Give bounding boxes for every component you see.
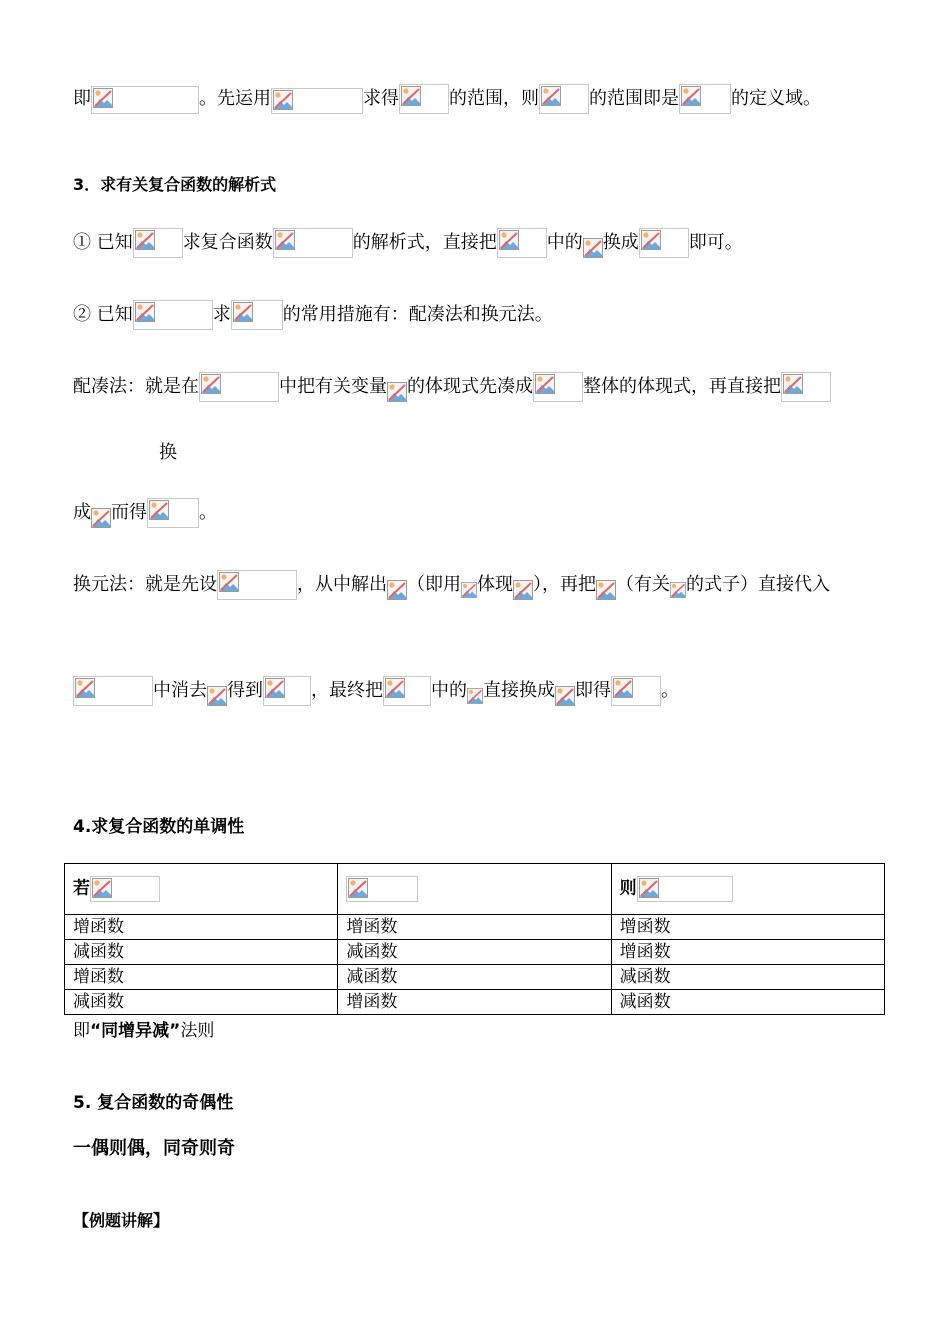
formula-image: [91, 508, 111, 528]
table-header-row: [65, 864, 885, 915]
formula-image: [533, 372, 583, 402]
formula-image: [73, 676, 153, 706]
broken-image-icon: [149, 500, 169, 520]
table-header-cell: [611, 864, 884, 915]
paragraph: [73, 300, 553, 330]
text: ，最终把: [311, 680, 383, 701]
section-4-heading: 4.求复合函数的单调性: [73, 817, 245, 837]
table-cell: 减函数: [338, 940, 611, 965]
text: （即用: [407, 574, 461, 595]
text: 求得: [363, 88, 399, 109]
formula-image: [781, 372, 831, 402]
formula-image: [513, 580, 533, 600]
broken-image-icon: [219, 572, 239, 592]
text: 而得: [111, 502, 147, 523]
text: 换成: [602, 232, 639, 253]
table-header-cell: [338, 864, 611, 915]
broken-image-icon: [467, 686, 483, 706]
paragraph-continuation: [73, 676, 679, 706]
broken-image-icon: [596, 580, 616, 600]
broken-image-icon: [541, 86, 561, 106]
text: 成: [73, 502, 91, 523]
formula-image: [639, 228, 689, 258]
text: 直接换成: [483, 680, 555, 701]
text: ② 已知: [73, 304, 133, 325]
table-cell: 减函数: [338, 965, 611, 990]
formula-image: [387, 580, 407, 600]
text: 即得: [575, 680, 611, 701]
paragraph-continuation: [73, 498, 217, 528]
formula-image: [91, 86, 199, 114]
table-cell: 增函数: [611, 940, 884, 965]
broken-image-icon: [613, 678, 633, 698]
broken-image-icon: [207, 686, 227, 706]
broken-image-icon: [201, 374, 221, 394]
text: 体现: [477, 574, 513, 595]
formula-image: [217, 570, 297, 600]
text: 的范围，则: [449, 88, 539, 109]
broken-image-icon: [385, 678, 405, 698]
broken-image-icon: [387, 382, 407, 402]
formula-image: [273, 228, 353, 258]
text: 求: [212, 304, 231, 325]
formula-image: [263, 676, 311, 706]
broken-image-icon: [273, 90, 293, 110]
formula-image: [271, 88, 363, 114]
examples-heading: 【例题讲解】: [73, 1211, 170, 1230]
broken-image-icon: [93, 88, 113, 108]
table-cell: 减函数: [65, 990, 338, 1015]
text: 得到: [227, 680, 263, 701]
broken-image-icon: [265, 678, 285, 698]
formula-image: [679, 84, 731, 114]
text: 若: [73, 878, 90, 899]
formula-image: [199, 372, 279, 402]
text: （有关: [616, 574, 670, 595]
formula-image: [383, 676, 431, 706]
table-cell: 增函数: [65, 915, 338, 940]
text: 的式子）直接代入: [686, 574, 830, 595]
text: 的常用措施有：配凑法和换元法。: [282, 304, 553, 325]
broken-image-icon: [275, 230, 295, 250]
formula-image: [596, 580, 616, 600]
text: 。先运用: [199, 88, 271, 109]
section-3-heading: 3．求有关复合函数的解析式: [73, 175, 277, 194]
formula-image: [346, 876, 418, 902]
monotonicity-table: [64, 863, 885, 1015]
table-cell: 增函数: [338, 915, 611, 940]
formula-image: [670, 580, 686, 600]
broken-image-icon: [135, 302, 155, 322]
broken-image-icon: [639, 878, 659, 898]
broken-image-icon: [233, 302, 253, 322]
formula-image: [133, 228, 183, 258]
text: 即: [73, 88, 91, 109]
table-cell: 增函数: [338, 990, 611, 1015]
broken-image-icon: [670, 580, 686, 600]
text: 中的: [431, 680, 467, 701]
formula-image: [461, 580, 477, 600]
formula-image: [387, 382, 407, 402]
paragraph: [73, 372, 831, 402]
broken-image-icon: [135, 230, 155, 250]
broken-image-icon: [535, 374, 555, 394]
broken-image-icon: [92, 878, 112, 898]
formula-image: [90, 876, 160, 902]
table-row: [65, 940, 885, 965]
text: 即可。: [688, 232, 743, 253]
text: 法则: [180, 1021, 215, 1041]
paragraph: [73, 570, 830, 600]
formula-image: [497, 228, 547, 258]
table-row: [65, 915, 885, 940]
formula-image: [207, 686, 227, 706]
table-cell: 减函数: [611, 990, 884, 1015]
table-cell: 增函数: [65, 965, 338, 990]
text: 求复合函数: [182, 232, 273, 253]
broken-image-icon: [641, 230, 661, 250]
text: 即: [73, 1021, 90, 1041]
formula-image: [399, 84, 449, 114]
formula-image: [637, 876, 733, 902]
parity-rule: 一偶则偶，同奇则奇: [73, 1138, 235, 1159]
text: 的定义域。: [731, 88, 821, 109]
text: 的体现式先凑成: [407, 376, 533, 397]
text: 配凑法：就是在: [73, 376, 199, 397]
paragraph: [73, 228, 743, 258]
text: 整体的体现式，再直接把: [583, 376, 781, 397]
table-cell: 增函数: [611, 915, 884, 940]
broken-image-icon: [401, 86, 421, 106]
formula-image: [583, 238, 603, 258]
formula-image: [611, 676, 661, 706]
broken-image-icon: [461, 580, 477, 600]
text: 的解析式，直接把: [352, 232, 497, 253]
formula-image: [231, 300, 283, 330]
broken-image-icon: [75, 678, 95, 698]
emphasis: “同增异减”: [90, 1021, 181, 1041]
formula-image: [467, 686, 483, 706]
text: 则: [619, 878, 637, 899]
broken-image-icon: [583, 238, 603, 258]
broken-image-icon: [555, 686, 575, 706]
text: 中的: [546, 232, 583, 253]
broken-image-icon: [387, 580, 407, 600]
table-header-cell: [65, 864, 338, 915]
broken-image-icon: [348, 878, 368, 898]
text: 的范围即是: [589, 88, 679, 109]
table-cell: 减函数: [611, 965, 884, 990]
text: 。: [661, 680, 679, 701]
text: ① 已知: [73, 232, 133, 253]
table-cell: 减函数: [65, 940, 338, 965]
formula-image: [147, 498, 199, 528]
table-row: [65, 990, 885, 1015]
broken-image-icon: [681, 86, 701, 106]
broken-image-icon: [91, 508, 111, 528]
paragraph-continuation: 换: [159, 442, 177, 463]
broken-image-icon: [513, 580, 533, 600]
text: 中把有关变量: [279, 376, 387, 397]
section-5-heading: 5. 复合函数的奇偶性: [73, 1093, 234, 1113]
formula-image: [555, 686, 575, 706]
text: 。: [199, 502, 217, 523]
text: 换元法：就是先设: [73, 574, 217, 595]
broken-image-icon: [783, 374, 803, 394]
formula-image: [539, 84, 589, 114]
formula-image: [133, 300, 213, 330]
broken-image-icon: [499, 230, 519, 250]
text: ，从中解出: [297, 574, 387, 595]
domain-line: [73, 84, 821, 114]
table-row: [65, 965, 885, 990]
text: 中消去: [153, 680, 207, 701]
text: ），再把: [533, 574, 596, 595]
monotonicity-rule: [73, 1016, 214, 1046]
